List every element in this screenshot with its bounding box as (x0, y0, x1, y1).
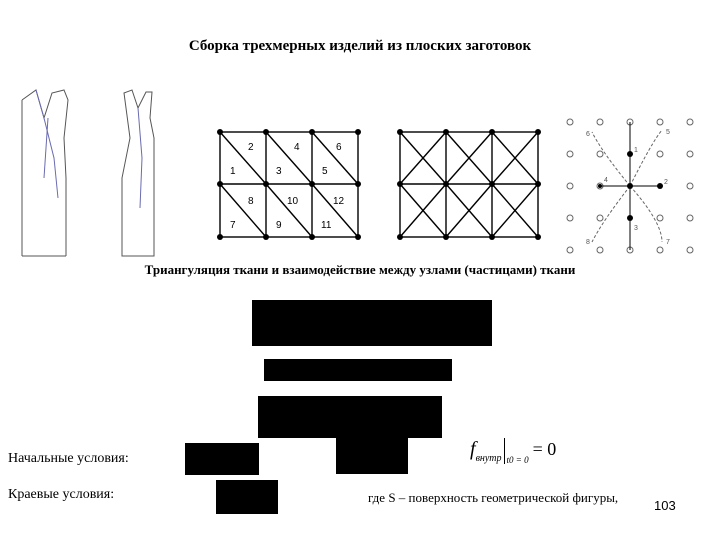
figure-caption: Триангуляция ткани и взаимодействие между узлами (частицами) ткани (144, 262, 576, 277)
initial-conditions-label: Начальные условия: (8, 451, 129, 466)
formula (470, 438, 556, 472)
region-label: 10 (287, 196, 299, 207)
redacted-block (264, 359, 452, 381)
region-label: 4 (294, 142, 300, 153)
node-label: 2 (664, 179, 668, 186)
node-interaction-figure (562, 112, 712, 262)
boundary-conditions-label: Краевые условия: (8, 487, 115, 502)
crossed-grid-figure (392, 122, 552, 242)
region-label: 11 (321, 220, 332, 231)
node-label: 4 (604, 177, 608, 184)
triangulation-grid-figure (205, 122, 375, 242)
redacted-block (252, 300, 492, 346)
node-label: 7 (666, 239, 670, 246)
formula-bar (504, 438, 505, 464)
node-label: 5 (666, 129, 670, 136)
region-label: 12 (333, 196, 345, 207)
redacted-block (258, 396, 442, 438)
region-label: 6 (336, 142, 342, 153)
region-label: 3 (276, 166, 282, 177)
region-label: 2 (248, 142, 254, 153)
formula-f: f (470, 438, 476, 460)
slide-title: Сборка трехмерных изделий из плоских заготовок (188, 38, 532, 54)
surface-note: где S – поверхность геометрической фигуры, (368, 490, 619, 505)
redacted-block (216, 480, 278, 514)
formula-rhs: = 0 (532, 439, 557, 459)
region-label: 5 (322, 166, 328, 177)
region-label: 9 (276, 220, 282, 231)
garment-pattern-figure (14, 78, 174, 258)
region-label: 8 (248, 196, 254, 207)
redacted-block (185, 443, 259, 475)
formula-subscript: внутр (475, 453, 502, 464)
redacted-block (336, 436, 408, 474)
page-number: 103 (654, 498, 676, 513)
region-label: 1 (230, 166, 236, 177)
region-label: 7 (230, 220, 236, 231)
node-label: 8 (586, 239, 590, 246)
formula-eval: t0 = 0 (506, 455, 529, 465)
node-label: 3 (634, 225, 638, 232)
node-label: 1 (634, 147, 638, 154)
node-label: 6 (586, 131, 590, 138)
